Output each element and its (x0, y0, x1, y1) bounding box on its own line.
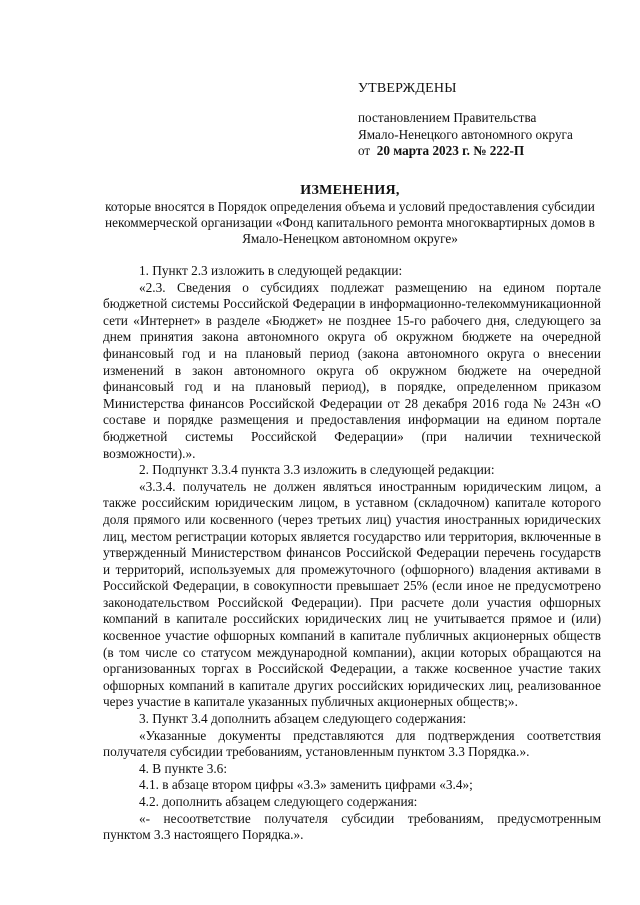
paragraph-10: «- несоответствие получателя субсидии требованиям, предусмотренным пунктом 3.3 настоящего Порядка.». (103, 810, 601, 843)
approval-block (358, 80, 618, 160)
paragraph-5: 3. Пункт 3.4 дополнить абзацем следующего содержания: (139, 711, 467, 727)
title-main: ИЗМЕНЕНИЯ, (300, 183, 400, 198)
paragraph-9: 4.2. дополнить абзацем следующего содержания: (139, 794, 418, 809)
document-body (103, 263, 601, 844)
paragraph-2: «2.3. Сведения о субсидиях подлежат размещению на едином портале бюджетной системы Российской Федерации в информационно-телекоммуникационной сети «Интернет» в разделе «Бюджет» не позднее 15-го рабочего дня, следующего за днем принятия закона автономного округа об окружном бюджете на очередной финансовый год и на плановый период (закона автономного округа о внесении изменений в закон автономного округа об окружном бюджете на очередной финансовый год и на плановый период), в порядке, определенном приказом Министерства финансов Российской Федерации от 28 декабря 2016 года № 243н «О составе и порядке размещения и предоставления информации на едином портале бюджетной системы Российской Федерации» (при наличии технической возможности).». (103, 279, 601, 461)
paragraph-4: «3.3.4. получатель не должен являться иностранным юридическим лицом, а также российским юридическим лицом, в уставном (складочном) капитале которого доля прямого или косвенного (через третьих лиц) участия иностранных юридических лиц, местом регистрации которых является государство или территория, включенные в утвержденный Министерством финансов Российской Федерации перечень государств и территорий, используемых для промежуточного (офшорного) владения активами в Российской Федерации, в совокупности превышает 25% (если иное не предусмотрено законодательством Российской Федерации). При расчете доли участия офшорных компаний в капитале российских юридических лиц не учитывается прямое и (или) косвенное участие офшорных компаний в капитале публичных акционерных обществ (в том числе со статусом международной компании), акции которых обращаются на организованных торгах в Российской Федерации, а также косвенное участие таких офшорных компаний в капитале других российских юридических лиц, реализованное через участие в капитале указанных публичных акционерных обществ;». (103, 478, 601, 710)
approval-date-line (358, 143, 618, 160)
approval-date-prefix: от (358, 143, 371, 158)
paragraph-6: «Указанные документы представляются для подтверждения соответствия получателя субсидии требованиям, установленным пунктом 3.3 Порядка.». (103, 727, 601, 760)
paragraph-1: 1. Пункт 2.3 изложить в следующей редакции: (139, 263, 403, 278)
approval-date-value: 20 марта 2023 г. № 222-П (376, 143, 525, 158)
paragraph-3: 2. Подпункт 3.3.4 пункта 3.3 изложить в следующей редакции: (139, 462, 495, 478)
document-title (100, 183, 600, 247)
approval-line-2: Ямало-Ненецкого автономного округа (358, 126, 573, 142)
approval-line-1: постановлением Правительства (358, 110, 537, 125)
title-subtitle: которые вносятся в Порядок определения объема и условий предоставления субсидии некоммерческой организации «Фонд капитального ремонта многоквартирных домов в Ямало-Ненецком автономном округе» (105, 199, 595, 246)
paragraph-8: 4.1. в абзаце втором цифры «3.3» заменить цифрами «3.4»; (139, 777, 473, 793)
approval-heading: УТВЕРЖДЕНЫ (358, 81, 457, 96)
paragraph-7: 4. В пункте 3.6: (139, 760, 228, 776)
